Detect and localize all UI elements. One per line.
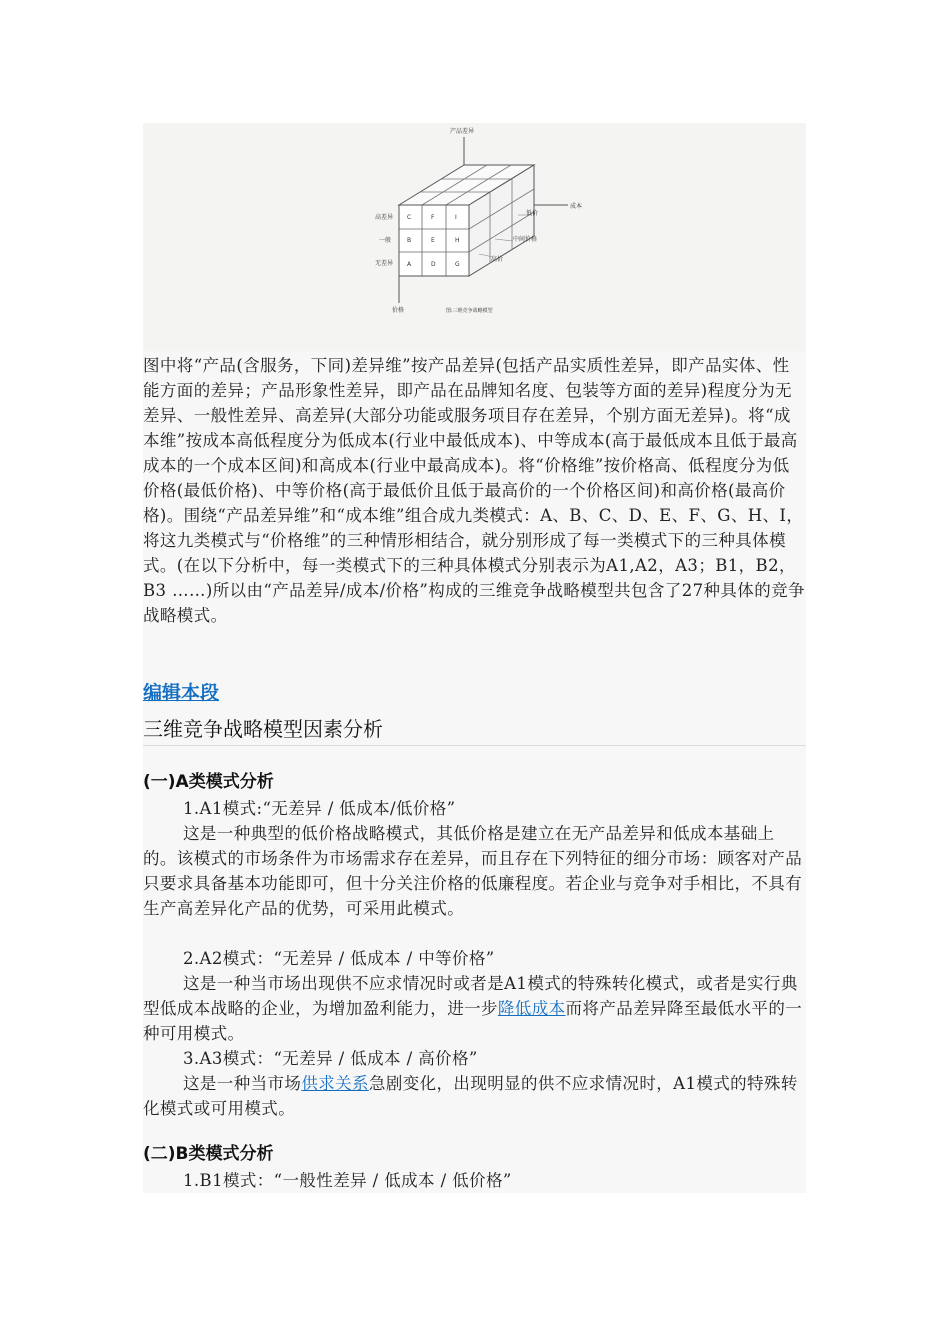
a3-title: 3.A3模式：“无差异 / 低成本 / 高价格” bbox=[183, 1049, 478, 1068]
grid-cell-a: A bbox=[407, 261, 412, 268]
a3-body-pre: 这是一种当市场 bbox=[183, 1074, 302, 1093]
axis-label-price: 价格 bbox=[392, 307, 405, 314]
supply-demand-link[interactable]: 供求关系 bbox=[301, 1074, 369, 1093]
heading-b-class: (二)B类模式分析 bbox=[143, 1144, 274, 1164]
grid-cell-i: I bbox=[455, 214, 457, 221]
a1-title: 1.A1模式:“无差异 / 低成本/低价格” bbox=[183, 799, 456, 818]
grid-cell-c: C bbox=[407, 214, 412, 221]
a2-body-post: 而将产品差异降至最低水平的一种可用模式。 bbox=[143, 999, 803, 1043]
grid-cell-f: F bbox=[431, 214, 435, 221]
a1-body: 这是一种典型的低价格战略模式，其低价格是建立在无产品差异和低成本基础上的。该模式的市场条件为市场需求存在差异，而且存在下列特征的细分市场：顾客对产品只要求具备基本功能即可，但十分关注价格的低廉程度。若企业与竞争对手相比，不具有生产高差异化产品的优势，可采用此模式。 bbox=[143, 824, 803, 918]
section-divider bbox=[143, 745, 806, 746]
axis-label-product-difference: 产品差异 bbox=[450, 128, 475, 135]
right-label-mid-price: 中间价格 bbox=[513, 236, 538, 243]
row-label-no-difference: 无差异 bbox=[375, 260, 394, 267]
row-label-high-difference: 高差异 bbox=[375, 214, 394, 221]
b1-title: 1.B1模式：“一般性差异 / 低成本 / 低价格” bbox=[183, 1171, 512, 1190]
a2-title: 2.A2模式：“无差异 / 低成本 / 中等价格” bbox=[183, 949, 495, 968]
grid-cell-h: H bbox=[455, 237, 460, 244]
edit-section-link[interactable]: 编辑本段 bbox=[143, 682, 220, 704]
right-label-low-price: 低价 bbox=[526, 210, 539, 217]
grid-cell-g: G bbox=[455, 261, 460, 268]
grid-cell-e: E bbox=[431, 237, 435, 244]
heading-a-class: (一)A类模式分析 bbox=[143, 772, 274, 792]
axis-label-cost: 成本 bbox=[570, 203, 583, 210]
figure-caption: 图:三维竞争战略模型 bbox=[446, 308, 493, 314]
a3-body bbox=[143, 1071, 806, 1121]
grid-cell-d: D bbox=[431, 261, 436, 268]
cube-diagram bbox=[143, 123, 806, 351]
row-label-general: 一般 bbox=[379, 237, 392, 244]
a2-body-pre: 这是一种当市场出现供不应求情况时或者是A1模式的特殊转化模式，或者是实行典型低成本战略的企业，为增加盈利能力，进一步 bbox=[143, 974, 798, 1018]
strategy-model-figure bbox=[143, 123, 806, 351]
reduce-cost-link[interactable]: 降低成本 bbox=[497, 999, 566, 1018]
section-title: 三维竞争战略模型因素分析 bbox=[143, 717, 383, 741]
a2-body bbox=[143, 971, 806, 1046]
grid-cell-b: B bbox=[407, 237, 412, 244]
right-label-high-price: 高价 bbox=[491, 256, 504, 263]
a3-body-post: 急剧变化，出现明显的供不应求情况时，A1模式的特殊转化模式或可用模式。 bbox=[143, 1074, 798, 1118]
intro-text: 图中将“产品(含服务，下同)差异维”按产品差异(包括产品实质性差异，即产品实体、性能方面的差异；产品形象性差异，即产品在品牌知名度、包装等方面的差异)程度分为无差异、一般性差异、高差异(大部分功能或服务项目存在差异，个别方面无差异)。将“成本维”按成本高低程度分为低成本(行业中最低成本)、中等成本(高于最低成本且低于最高成本的一个成本区间)和高成本(行业中最高成本)。将“价格维”按价格高、低程度分为低价格(最低价格)、中等价格(高于最低价且低于最高价的一个价格区间)和高价格(最高价格)。围绕“产品差异维”和“成本维”组合成九类模式：A、B、C、D、E、F、G、H、I，将这九类模式与“价格维”的三种情形相结合，就分别形成了每一类模式下的三种具体模式。(在以下分析中，每一类模式下的三种具体模式分别表示为A1,A2，A3；B1，B2，B3 ……)所以由“产品差异/成本/价格”构成的三维竞争战略模型共包含了27种具体的竞争战略模式。 bbox=[143, 356, 805, 625]
article-content bbox=[143, 123, 806, 1193]
intro-paragraph bbox=[143, 353, 806, 628]
